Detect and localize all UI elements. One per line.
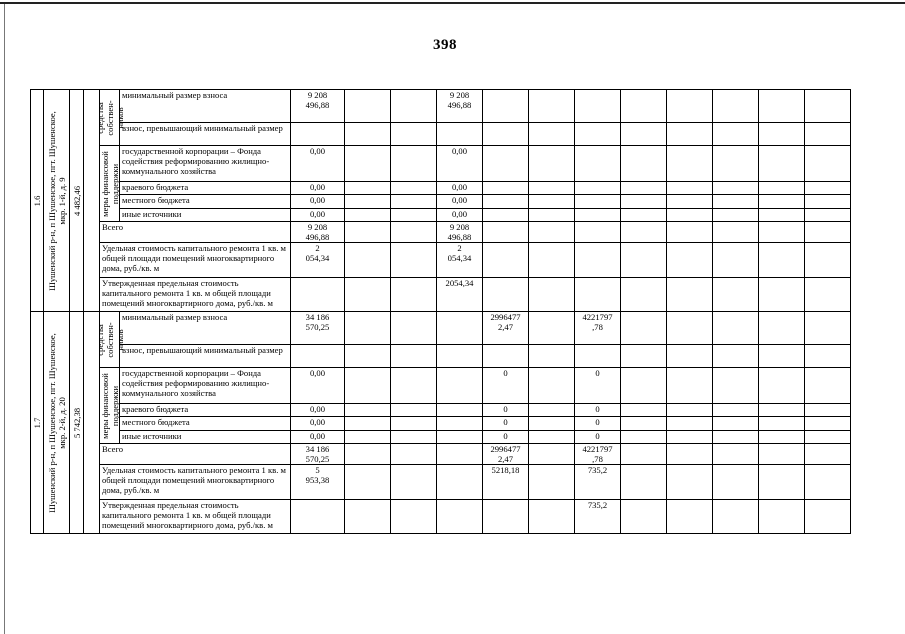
value-cell xyxy=(713,146,759,182)
value-cell xyxy=(345,195,391,209)
row-address-text xyxy=(47,333,67,513)
value-cell xyxy=(667,182,713,195)
value-cell: 0 xyxy=(575,417,621,431)
value-cell xyxy=(759,182,805,195)
value-cell xyxy=(667,146,713,182)
row-address-text xyxy=(47,111,67,291)
value-cell xyxy=(391,243,437,278)
row-area-text xyxy=(72,407,82,437)
capital-repair-table xyxy=(30,89,851,534)
value-cell xyxy=(529,431,575,444)
value-cell xyxy=(529,243,575,278)
value-cell: 9 208 496,88 xyxy=(291,90,345,123)
value-cell xyxy=(529,465,575,500)
owner-funds-group-line: ников xyxy=(114,328,125,351)
value-cell xyxy=(667,431,713,444)
value-cell xyxy=(345,222,391,243)
value-cell: 735,2 xyxy=(575,465,621,500)
value-cell xyxy=(437,345,483,368)
financial-support-group-line: меры финансовой xyxy=(99,150,110,217)
value-cell xyxy=(805,195,851,209)
value-cell: 0 xyxy=(483,417,529,431)
value-cell: 4221797 ,78 xyxy=(575,312,621,345)
value-cell xyxy=(391,368,437,404)
value-cell xyxy=(529,195,575,209)
row-number-text xyxy=(32,195,42,206)
value-cell xyxy=(345,123,391,146)
value-cell: 0 xyxy=(483,404,529,417)
value-cell xyxy=(529,444,575,465)
value-cell xyxy=(483,222,529,243)
value-cell xyxy=(483,146,529,182)
value-cell xyxy=(621,444,667,465)
value-cell: 0 xyxy=(575,368,621,404)
value-cell xyxy=(621,500,667,534)
limit-cost-label: Утвержденная предельная стоимость капитального ремонта 1 кв. м общей площади помещений многоквартирного дома, руб./кв. м xyxy=(100,500,291,534)
regional-label: краевого бюджета xyxy=(120,404,291,417)
row-address-line: Шушенский р-н, п Шушенское, пгт. Шушенское, xyxy=(46,332,57,513)
table-row xyxy=(31,417,851,431)
table-row xyxy=(31,465,851,500)
owner-funds-group-line: средства xyxy=(94,101,105,134)
value-cell xyxy=(575,90,621,123)
value-cell: 9 208 496,88 xyxy=(437,222,483,243)
value-cell xyxy=(483,90,529,123)
state-corp-label: государственной корпорации – Фонда содействия реформированию жилищно-коммунального хозяйства xyxy=(120,368,291,404)
value-cell xyxy=(575,182,621,195)
value-cell xyxy=(391,404,437,417)
value-cell: 0,00 xyxy=(291,431,345,444)
value-cell xyxy=(621,123,667,146)
value-cell xyxy=(575,146,621,182)
value-cell xyxy=(759,431,805,444)
value-cell xyxy=(713,368,759,404)
value-cell xyxy=(391,312,437,345)
value-cell xyxy=(667,404,713,417)
value-cell xyxy=(713,431,759,444)
financial-support-group xyxy=(100,368,120,444)
row-number-text xyxy=(32,417,42,428)
value-cell xyxy=(529,417,575,431)
table-row xyxy=(31,345,851,368)
value-cell xyxy=(345,278,391,312)
row-number xyxy=(31,90,44,312)
value-cell xyxy=(713,312,759,345)
value-cell xyxy=(667,345,713,368)
value-cell xyxy=(529,123,575,146)
other-label: иные источники xyxy=(120,209,291,222)
value-cell xyxy=(575,209,621,222)
value-cell xyxy=(713,222,759,243)
value-cell xyxy=(805,123,851,146)
row-address xyxy=(44,312,70,534)
value-cell xyxy=(759,368,805,404)
financial-support-group-text xyxy=(100,373,120,439)
value-cell xyxy=(437,123,483,146)
value-cell: 0 xyxy=(483,431,529,444)
value-cell xyxy=(345,312,391,345)
value-cell xyxy=(759,222,805,243)
row-area xyxy=(70,90,84,312)
local-label: местного бюджета xyxy=(120,195,291,209)
value-cell xyxy=(805,404,851,417)
value-cell xyxy=(391,222,437,243)
value-cell xyxy=(345,404,391,417)
value-cell xyxy=(391,146,437,182)
row-address-line: Шушенский р-н, п Шушенское, пгт. Шушенское, xyxy=(46,110,57,291)
value-cell xyxy=(391,209,437,222)
value-cell xyxy=(805,209,851,222)
value-cell: 0,00 xyxy=(291,195,345,209)
value-cell: 2054,34 xyxy=(437,278,483,312)
value-cell xyxy=(437,500,483,534)
value-cell xyxy=(667,278,713,312)
row-address-line: мкр. 1-й, д. 9 xyxy=(56,176,67,225)
value-cell xyxy=(529,500,575,534)
value-cell xyxy=(483,195,529,209)
value-cell xyxy=(759,465,805,500)
owner-funds-group-text xyxy=(95,100,125,135)
page-top-border xyxy=(0,2,905,4)
value-cell xyxy=(345,417,391,431)
value-cell xyxy=(529,368,575,404)
value-cell xyxy=(621,222,667,243)
value-cell xyxy=(529,404,575,417)
value-cell xyxy=(805,368,851,404)
value-cell xyxy=(621,417,667,431)
value-cell xyxy=(483,500,529,534)
row-address-line: мкр. 2-й, д. 20 xyxy=(56,396,67,449)
value-cell xyxy=(713,465,759,500)
value-cell xyxy=(529,90,575,123)
value-cell xyxy=(713,195,759,209)
value-cell xyxy=(529,209,575,222)
value-cell: 0,00 xyxy=(291,368,345,404)
value-cell xyxy=(391,182,437,195)
table-row xyxy=(31,404,851,417)
owner-funds-group-line: ников xyxy=(114,106,125,129)
value-cell xyxy=(713,182,759,195)
value-cell xyxy=(713,123,759,146)
value-cell: 2996477 2,47 xyxy=(483,312,529,345)
excess-label: взнос, превышающий минимальный размер xyxy=(120,123,291,146)
row-number-line: 1.6 xyxy=(32,195,42,206)
value-cell xyxy=(805,222,851,243)
min-fee-label: минимальный размер взноса xyxy=(120,90,291,123)
regional-label: краевого бюджета xyxy=(120,182,291,195)
value-cell xyxy=(437,312,483,345)
value-cell xyxy=(575,222,621,243)
table-row xyxy=(31,312,851,345)
value-cell: 735,2 xyxy=(575,500,621,534)
value-cell xyxy=(805,444,851,465)
value-cell xyxy=(805,243,851,278)
value-cell xyxy=(437,444,483,465)
value-cell xyxy=(391,278,437,312)
owner-funds-group-line: собствен- xyxy=(104,321,115,358)
value-cell xyxy=(759,123,805,146)
value-cell xyxy=(759,312,805,345)
value-cell xyxy=(345,500,391,534)
financial-support-group-line: поддержки xyxy=(109,385,120,426)
value-cell xyxy=(483,243,529,278)
limit-cost-label: Утвержденная предельная стоимость капитального ремонта 1 кв. м общей площади помещений многоквартирного дома, руб./кв. м xyxy=(100,278,291,312)
value-cell xyxy=(291,345,345,368)
value-cell xyxy=(621,195,667,209)
table-row xyxy=(31,182,851,195)
value-cell xyxy=(391,345,437,368)
table-row xyxy=(31,222,851,243)
value-cell xyxy=(621,404,667,417)
table-row xyxy=(31,368,851,404)
other-label: иные источники xyxy=(120,431,291,444)
value-cell xyxy=(759,195,805,209)
value-cell xyxy=(805,417,851,431)
value-cell xyxy=(621,90,667,123)
value-cell xyxy=(621,243,667,278)
value-cell xyxy=(529,312,575,345)
value-cell xyxy=(667,209,713,222)
value-cell: 0,00 xyxy=(291,417,345,431)
value-cell xyxy=(621,345,667,368)
value-cell xyxy=(345,444,391,465)
value-cell: 0,00 xyxy=(437,182,483,195)
value-cell xyxy=(391,500,437,534)
value-cell xyxy=(483,345,529,368)
value-cell xyxy=(667,417,713,431)
owner-funds-group-text xyxy=(95,322,125,357)
row-area-line: 5 742,38 xyxy=(71,407,82,438)
financial-support-group-line: меры финансовой xyxy=(99,372,110,439)
value-cell xyxy=(621,465,667,500)
value-cell xyxy=(667,123,713,146)
value-cell xyxy=(759,444,805,465)
value-cell xyxy=(437,465,483,500)
table-row xyxy=(31,195,851,209)
value-cell xyxy=(759,278,805,312)
table-row xyxy=(31,209,851,222)
table-row xyxy=(31,444,851,465)
value-cell xyxy=(713,417,759,431)
value-cell: 0,00 xyxy=(291,146,345,182)
value-cell xyxy=(391,195,437,209)
owner-funds-group-line: собствен- xyxy=(104,99,115,136)
value-cell xyxy=(529,182,575,195)
value-cell xyxy=(667,312,713,345)
value-cell xyxy=(805,90,851,123)
value-cell xyxy=(391,444,437,465)
value-cell xyxy=(805,182,851,195)
owner-funds-group-line: средства xyxy=(94,323,105,356)
table-row xyxy=(31,500,851,534)
value-cell xyxy=(621,312,667,345)
local-label: местного бюджета xyxy=(120,417,291,431)
value-cell xyxy=(291,500,345,534)
value-cell xyxy=(291,278,345,312)
value-cell xyxy=(713,345,759,368)
value-cell: 0,00 xyxy=(291,182,345,195)
value-cell xyxy=(529,278,575,312)
value-cell xyxy=(805,278,851,312)
value-cell xyxy=(621,209,667,222)
value-cell xyxy=(483,278,529,312)
value-cell xyxy=(759,404,805,417)
value-cell: 4221797 ,78 xyxy=(575,444,621,465)
value-cell: 0,00 xyxy=(437,146,483,182)
value-cell xyxy=(575,345,621,368)
financial-support-group-line: поддержки xyxy=(109,163,120,204)
value-cell xyxy=(345,182,391,195)
value-cell xyxy=(713,90,759,123)
value-cell: 0,00 xyxy=(437,195,483,209)
unit-cost-label: Удельная стоимость капитального ремонта 1 кв. м общей площади помещений многоквартирного дома, руб./кв. м xyxy=(100,465,291,500)
table-row xyxy=(31,278,851,312)
value-cell xyxy=(345,90,391,123)
value-cell xyxy=(713,444,759,465)
financial-support-group-text xyxy=(100,151,120,217)
value-cell xyxy=(667,500,713,534)
value-cell: 34 186 570,25 xyxy=(291,312,345,345)
excess-label: взнос, превышающий минимальный размер xyxy=(120,345,291,368)
value-cell: 2 054,34 xyxy=(291,243,345,278)
value-cell xyxy=(483,209,529,222)
value-cell: 9 208 496,88 xyxy=(437,90,483,123)
value-cell xyxy=(345,368,391,404)
table-row xyxy=(31,90,851,123)
value-cell xyxy=(667,222,713,243)
value-cell: 0 xyxy=(575,404,621,417)
value-cell xyxy=(345,345,391,368)
total-label: Всего xyxy=(100,444,291,465)
value-cell xyxy=(391,465,437,500)
value-cell xyxy=(667,368,713,404)
value-cell xyxy=(713,209,759,222)
value-cell xyxy=(759,146,805,182)
table-row xyxy=(31,123,851,146)
value-cell xyxy=(805,465,851,500)
value-cell xyxy=(345,209,391,222)
value-cell xyxy=(713,243,759,278)
min-fee-label: минимальный размер взноса xyxy=(120,312,291,345)
row-number-line: 1.7 xyxy=(32,417,42,428)
value-cell xyxy=(575,123,621,146)
value-cell xyxy=(667,465,713,500)
unit-cost-label: Удельная стоимость капитального ремонта 1 кв. м общей площади помещений многоквартирного дома, руб./кв. м xyxy=(100,243,291,278)
value-cell xyxy=(575,278,621,312)
value-cell xyxy=(291,123,345,146)
value-cell xyxy=(805,500,851,534)
value-cell: 5218,18 xyxy=(483,465,529,500)
value-cell xyxy=(713,500,759,534)
value-cell xyxy=(667,90,713,123)
value-cell xyxy=(759,209,805,222)
value-cell xyxy=(391,417,437,431)
value-cell xyxy=(437,368,483,404)
value-cell xyxy=(621,368,667,404)
value-cell xyxy=(437,417,483,431)
value-cell: 2 054,34 xyxy=(437,243,483,278)
value-cell xyxy=(805,146,851,182)
row-area-line: 4 482,46 xyxy=(71,185,82,216)
value-cell xyxy=(713,404,759,417)
value-cell: 0,00 xyxy=(291,404,345,417)
value-cell xyxy=(529,222,575,243)
value-cell xyxy=(667,243,713,278)
value-cell xyxy=(621,146,667,182)
financial-support-group xyxy=(100,146,120,222)
value-cell xyxy=(483,182,529,195)
value-cell xyxy=(483,123,529,146)
value-cell: 2996477 2,47 xyxy=(483,444,529,465)
owner-funds-group xyxy=(94,312,125,368)
value-cell xyxy=(345,465,391,500)
state-corp-label: государственной корпорации – Фонда содействия реформированию жилищно-коммунального хозяйства xyxy=(120,146,291,182)
value-cell xyxy=(759,417,805,431)
value-cell xyxy=(667,444,713,465)
value-cell xyxy=(345,243,391,278)
value-cell xyxy=(759,500,805,534)
table-row xyxy=(31,431,851,444)
value-cell xyxy=(391,431,437,444)
value-cell xyxy=(345,146,391,182)
value-cell xyxy=(805,312,851,345)
value-cell xyxy=(713,278,759,312)
value-cell: 34 186 570,25 xyxy=(291,444,345,465)
value-cell: 0,00 xyxy=(291,209,345,222)
value-cell: 5 953,38 xyxy=(291,465,345,500)
value-cell xyxy=(437,431,483,444)
table-row xyxy=(31,243,851,278)
value-cell xyxy=(391,123,437,146)
value-cell xyxy=(575,195,621,209)
value-cell xyxy=(805,431,851,444)
row-area-text xyxy=(72,185,82,215)
value-cell xyxy=(667,195,713,209)
value-cell: 0 xyxy=(575,431,621,444)
value-cell xyxy=(529,146,575,182)
row-address xyxy=(44,90,70,312)
value-cell xyxy=(621,278,667,312)
value-cell: 9 208 496,88 xyxy=(291,222,345,243)
value-cell xyxy=(759,243,805,278)
value-cell xyxy=(759,90,805,123)
value-cell xyxy=(805,345,851,368)
total-label: Всего xyxy=(100,222,291,243)
value-cell xyxy=(621,182,667,195)
value-cell: 0 xyxy=(483,368,529,404)
table-row xyxy=(31,146,851,182)
value-cell xyxy=(345,431,391,444)
row-number xyxy=(31,312,44,534)
row-area xyxy=(70,312,84,534)
value-cell xyxy=(391,90,437,123)
value-cell xyxy=(759,345,805,368)
page-left-border xyxy=(4,4,5,634)
value-cell xyxy=(575,243,621,278)
page-number: 398 xyxy=(433,37,457,53)
owner-funds-group xyxy=(94,90,125,146)
value-cell xyxy=(437,404,483,417)
value-cell xyxy=(621,431,667,444)
value-cell: 0,00 xyxy=(437,209,483,222)
value-cell xyxy=(529,345,575,368)
